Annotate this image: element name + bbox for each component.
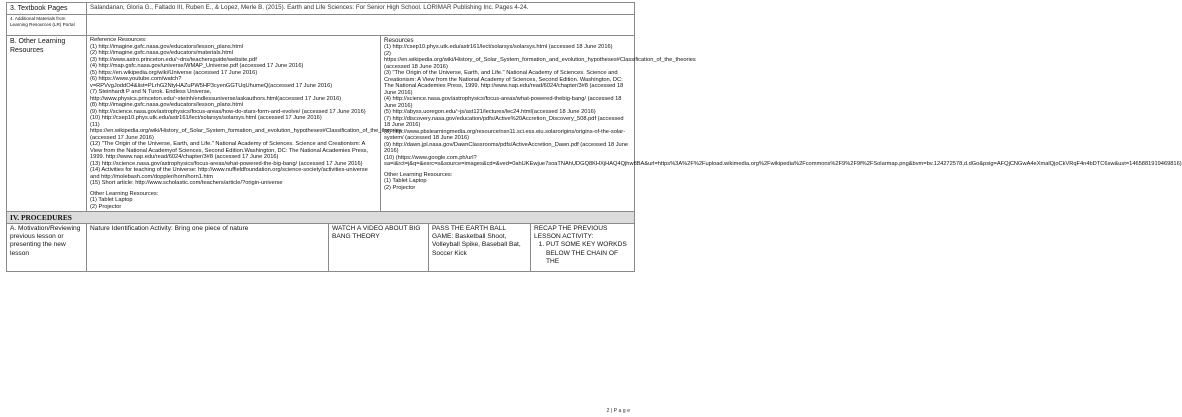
resource-line: (9) http://dawn.jpl.nasa.gov/DawnClassrooms/pdfs/ActiveAccretion_Dawn.pdf (accessed 18 June 2016): [384, 141, 629, 155]
reference-resource-line: (10) http://csep10.phys.utk.edu/astr161/lect/solarsys/solarsys.html (accessed 17 June 2016): [90, 115, 322, 121]
reference-resource-line: (13) http://science.nasa.gov/astrophysics/focus-areas/what-powered-the-big-bang/ (accessed 17 June 2016): [90, 160, 363, 167]
row-motivation: [7, 224, 635, 272]
resource-line: (2) Projector: [384, 184, 416, 191]
row-textbook-pages: [7, 3, 635, 15]
resource-line: (7) http://discovery.nasa.gov/education/pdfs/Active%20Accretion_Discovery_508.pdf (accessed 18 June 2016): [384, 115, 624, 129]
recap-title: RECAP THE PREVIOUS LESSON ACTIVITY:: [534, 225, 608, 241]
procedures-heading: IV. PROCEDURES: [7, 212, 635, 224]
textbook-pages-label: 3. Textbook Pages: [7, 3, 87, 15]
resource-line: (1) http://csep10.phys.utk.edu/astr161/lect/solarsys/solarsys.html (accessed 18 June 2016): [384, 44, 613, 51]
row-other-resources: [7, 36, 635, 212]
reference-resource-line: (14) Activities for teaching of the Universe: http://www.nuffieldfoundation.org/science-society/activities-universe and http://molebash.com/doppler/horn/horn1.htm: [90, 167, 368, 180]
resource-line: (5) http://abyss.uoregon.edu/~js/ast121/lectures/lec24.html(accessed 18 June 2016): [384, 109, 596, 116]
reference-resource-line: (1) Tablet Laptop: [90, 197, 133, 203]
reference-resource-line: (2) http://imagine.gsfc.nasa.gov/educators/materials.html: [90, 50, 233, 56]
reference-resource-line: Other Learning Resources:: [90, 190, 159, 197]
reference-resource-line: (1) http://imagine.gsfc.nasa.gov/educators/lesson_plans.html: [90, 43, 244, 50]
nature-activity: Nature Identification Activity: Bring one piece of nature: [87, 224, 329, 272]
resources-list: [384, 37, 1182, 191]
reference-resource-line: (15) Short article: http://www.scholastic.com/teachers/article/?origin-universe: [90, 180, 283, 186]
reference-resources-cell: [87, 36, 402, 212]
resource-line: (2) https://en.wikipedia.org/wiki/History_of_Solar_System_formation_and_evolution_hypotheses#Classification_of_the_theories (accessed 18 June 2016): [384, 50, 696, 70]
reference-resource-line: (2) Projector: [90, 203, 122, 210]
resource-line: Other Learning Resources:: [384, 171, 453, 178]
textbook-pages-value: Salandanan, Gloria G., Faltado III, Ruben E., & Lopez, Merle B. (2015). Earth and Life Sciences: For Senior High School. LORIMAR Publishing Inc. Pages 4-24.: [87, 3, 635, 15]
lesson-plan-table: [6, 2, 1182, 272]
reference-resource-line: (3) http://www.astro.princeton.edu/~dns/teachersguide/website.pdf: [90, 56, 257, 63]
reference-resource-line: (6) https://www.youtube.com/watch?v=RPVvgJoddO4&list=PLrhG2NtyHAZuPW5HP3cyenGGTUqUhumeQ(accessed 17 June 2016): [90, 76, 333, 89]
reference-resource-line: (7) Steinhardt P and N Turok. Endless Universe, http://www.physics.princeton.edu/~steinh/endlessuniverse/askauthors.html(accessed 17 June 2016): [90, 89, 342, 102]
earth-ball-game-text: PASS THE EARTH BALL GAME: Basketball Shoot, Volleyball Spike, Baseball Bat, Soccer Kick: [432, 225, 521, 257]
reference-resource-line: (5) https://en.wikipedia.org/wiki/Universe (accessed 17 June 2016): [90, 69, 258, 76]
reference-resource-line: (9) http://science.nasa.gov/astrophysics/focus-areas/how-do-stars-form-and-evolve/ (accessed 17 June 2016): [90, 108, 366, 115]
resources-cell: [381, 36, 1182, 212]
motivation-label: A. Motivation/Reviewing previous lesson or presenting the new lesson: [7, 224, 87, 272]
page-footer: 2 | P a g e: [606, 408, 630, 414]
lr-portal-label: 4. Additional Materials from Learning Resources (LR) Portal: [7, 15, 87, 36]
procedures-section-row: [7, 212, 635, 224]
row-lr-portal: [7, 15, 635, 36]
reference-resources-list: [90, 37, 402, 210]
resource-line: (4) http://science.nasa.gov/astrophysics/focus-areas/what-powered-thebig-bang/ (accessed 18 June 2016): [384, 96, 622, 109]
reference-resource-line: Reference Resources:: [90, 37, 147, 43]
reference-resource-line: (8) http://imagine.gsfc.nasa.gov/educators/lesson_plans.html: [90, 102, 244, 108]
video-activity: WATCH A VIDEO ABOUT BIG BANG THEORY: [329, 224, 429, 272]
reference-resource-line: (12) "The Origin of the Universe, Earth, and Life." National Academy of Sciences. Science and Creationism: A View from the National Academyof Sciences, Second Edition.Washington, DC: The National Academies Press, 1999. http://www.nap.edu/read/6024/chapter/3#8 (accessed 17 June 2016): [90, 141, 369, 160]
reference-resource-line: (11) https://en.wikipedia.org/wiki/History_of_Solar_System_formation_and_evolution_hypotheses#Classification_of_the_theories (accessed 17 June 2016): [90, 121, 402, 141]
recap-item: 1. PUT SOME KEY WORKDS BELOW THE CHAIN OF THE: [546, 241, 631, 266]
other-resources-label: B. Other Learning Resources: [7, 36, 87, 212]
recap-activity-cell: [531, 224, 635, 272]
earth-ball-game: [429, 224, 531, 272]
resource-line: (10) (https://www.google.com.ph/url?sa=i&rct=j&q=&esrc=s&source=images&cd=&ved=0ahUKEwjue7soaTNAhUDGQ8KHXjHAQ4Qjhw8BA&url=https%3A%2F%2Fupload.wikimedia.org%2Fwikipedia%2Fcommons%2F9%2F9f%2FSolarmap.png&bvm=bv.124272578,d.dGo&psig=AFQjCNGwA4eXmalQjoCkVRqF4n4bDTC6sw&ust=1465881919469816): [384, 154, 1182, 168]
resource-line: (1) Tablet Laptop: [384, 178, 427, 185]
reference-resource-line: (4) http://map.gsfc.nasa.gov/universe/WMAP_Universe.pdf (accessed 17 June 2016): [90, 63, 304, 69]
resource-line: (8) http://www.pbslearningmedia.org/resource/nsn11.sci.ess.eiu.solarorigins/origins-of-the-solar-system/ (accessed 18 June 2016): [384, 128, 626, 142]
resource-line: (3) "The Origin of the Universe, Earth, and Life." National Academy of Sciences. Science and Creationism: A View from the National Academy of Sciences, Second Edition. Washington, DC: The National Academies Press, 1999. http://www.nap.edu/read/6024/chapter/3#8 (accessed 18 June 2016): [384, 70, 624, 96]
resource-line: Resources: [384, 37, 414, 44]
lr-portal-value: [87, 15, 635, 36]
